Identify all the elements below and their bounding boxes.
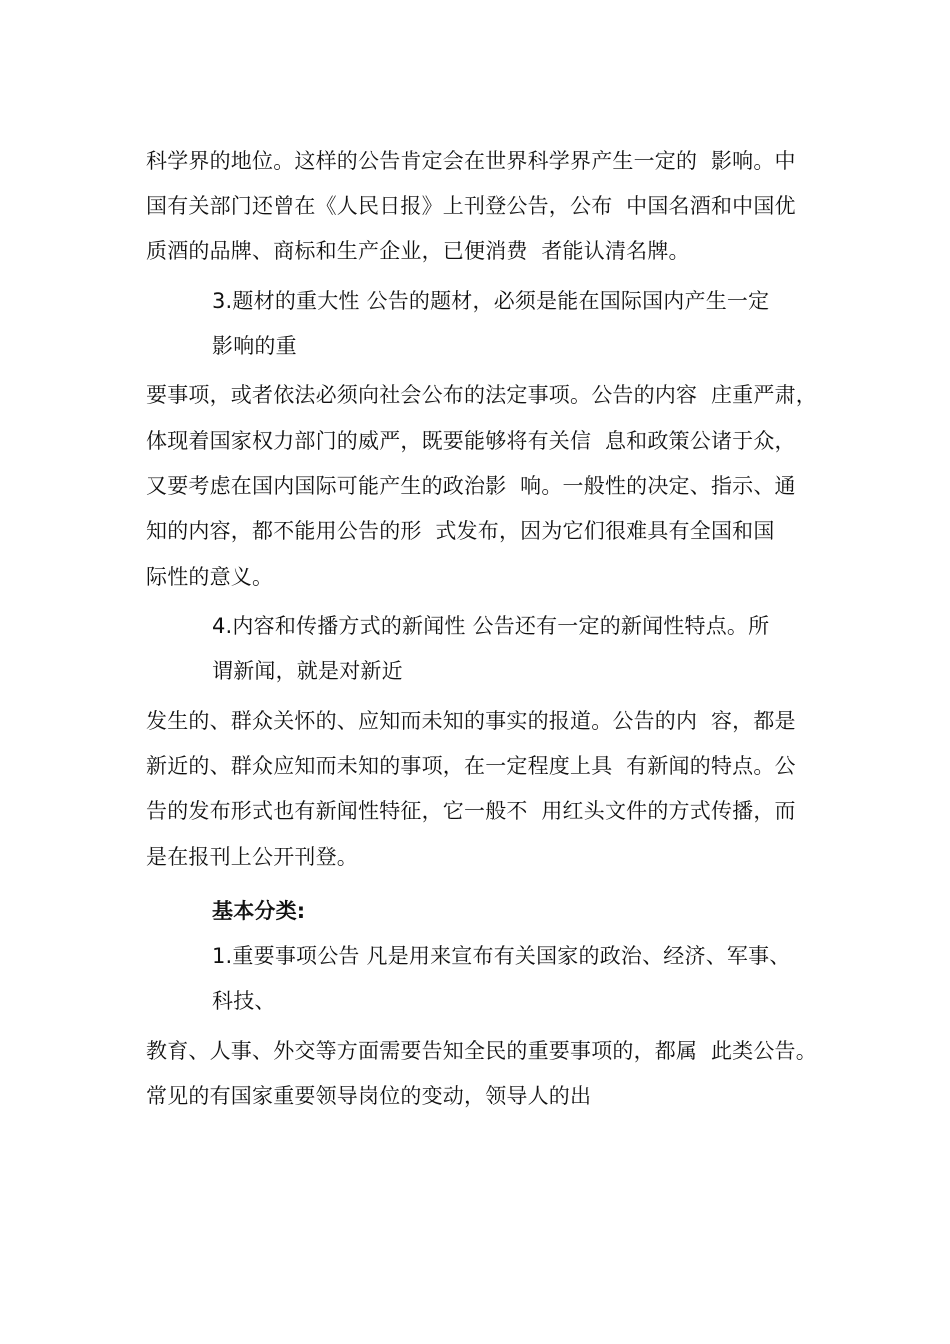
- section-heading-line: 4.内容和传播方式的新闻性 公告还有一定的新闻性特点。所: [212, 614, 770, 638]
- paragraph-line: 新近的、群众应知而未知的事项，在一定程度上具 有新闻的特点。公: [146, 754, 796, 778]
- section-heading-line: 3.题材的重大性 公告的题材，必须是能在国际国内产生一定: [212, 289, 770, 313]
- paragraph-line: 体现着国家权力部门的威严，既要能够将有关信 息和政策公诸于众，: [146, 429, 796, 453]
- category-heading: 基本分类:: [212, 899, 306, 923]
- paragraph-line: 告的发布形式也有新闻性特征，它一般不 用红头文件的方式传播，而: [146, 799, 796, 823]
- section-heading-line: 谓新闻，就是对新近: [212, 659, 403, 683]
- paragraph-line: 教育、人事、外交等方面需要告知全民的重要事项的，都属 此类公告。: [146, 1039, 817, 1063]
- paragraph-line: 是在报刊上公开刊登。: [146, 845, 358, 869]
- paragraph-line: 国有关部门还曾在《人民日报》上刊登公告，公布 中国名酒和中国优: [146, 194, 796, 218]
- section-heading-line: 影响的重: [212, 334, 297, 358]
- paragraph-line: 又要考虑在国内国际可能产生的政治影 响。一般性的决定、指示、通: [146, 474, 796, 498]
- paragraph-line: 常见的有国家重要领导岗位的变动，领导人的出: [146, 1084, 592, 1108]
- paragraph-line: 质酒的品牌、商标和生产企业，已便消费 者能认清名牌。: [146, 239, 690, 263]
- section-heading-line: 1.重要事项公告 凡是用来宣布有关国家的政治、经济、军事、: [212, 944, 791, 968]
- paragraph-line: 科学界的地位。这样的公告肯定会在世界科学界产生一定的 影响。中: [146, 149, 796, 173]
- paragraph-line: 知的内容，都不能用公告的形 式发布，因为它们很难具有全国和国: [146, 519, 775, 543]
- paragraph-line: 要事项，或者依法必须向社会公布的法定事项。公告的内容 庄重严肃，: [146, 383, 817, 407]
- section-heading-line: 科技、: [212, 989, 276, 1013]
- paragraph-line: 发生的、群众关怀的、应知而未知的事实的报道。公告的内 容，都是: [146, 709, 796, 733]
- paragraph-line: 际性的意义。: [146, 565, 274, 589]
